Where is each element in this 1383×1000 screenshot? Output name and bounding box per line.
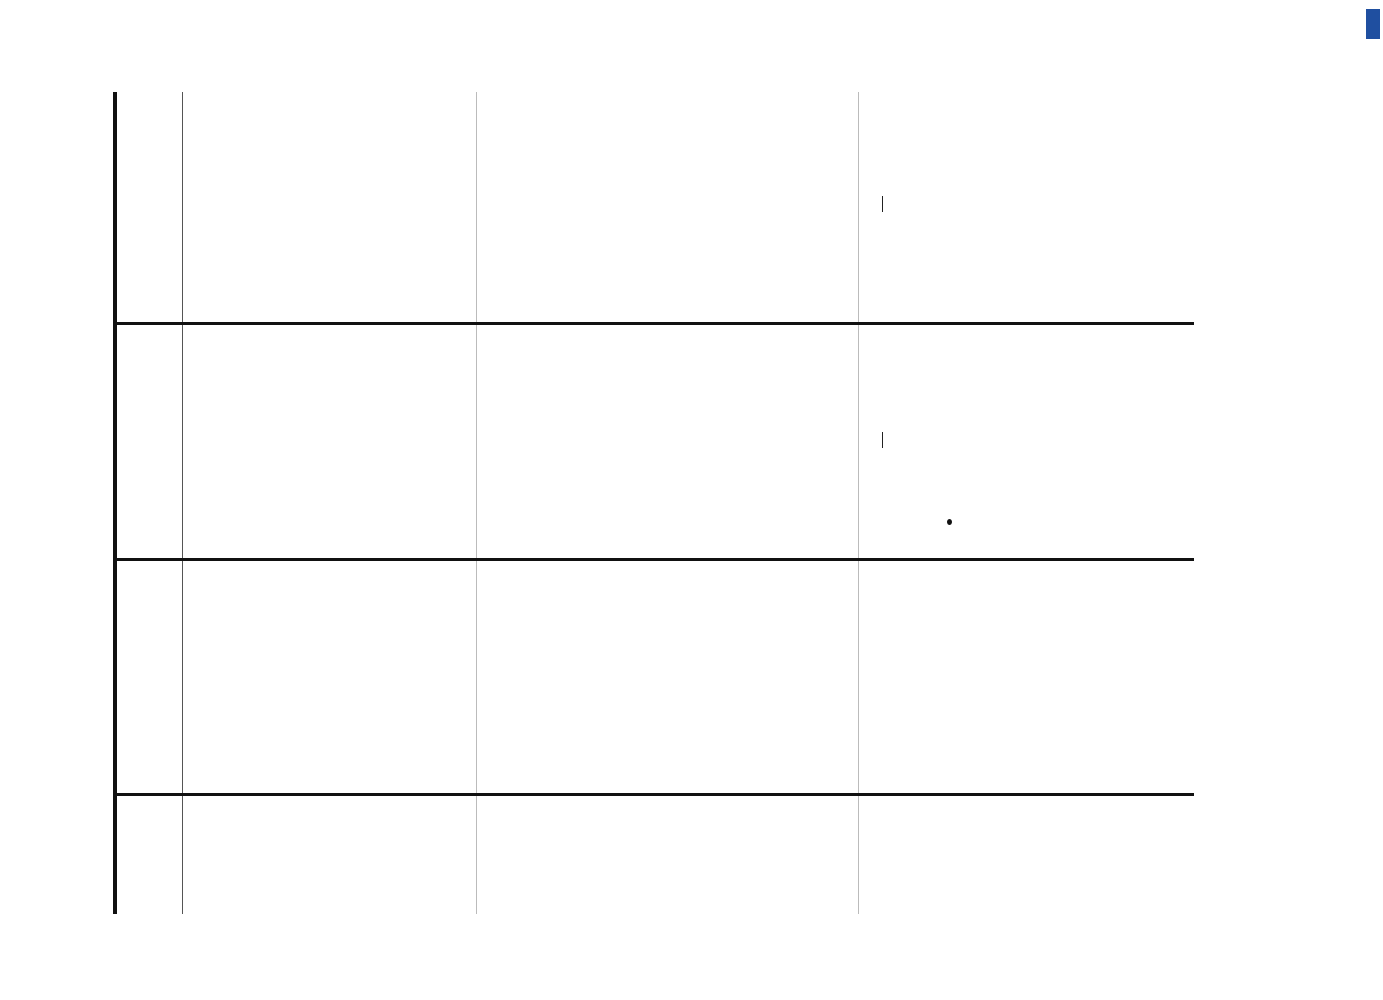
row-label-e xyxy=(870,800,935,912)
cell-c-schaumburg xyxy=(204,328,244,553)
column-separator-reuss-labels xyxy=(117,793,1194,796)
cell-d-schaumburg xyxy=(490,328,530,553)
cell-e-reuss xyxy=(874,564,924,789)
cell-e-lippe-dash xyxy=(882,196,883,212)
row-label-c xyxy=(205,800,270,912)
row-separator-cd xyxy=(476,92,477,914)
row-separator-de xyxy=(858,92,859,914)
cell-c-lippe xyxy=(204,93,234,318)
dfg-logo xyxy=(1366,9,1380,39)
row-label-d xyxy=(490,800,595,912)
cell-c-reuss xyxy=(204,564,272,789)
ink-speck xyxy=(947,519,952,525)
header-separator xyxy=(182,92,183,914)
table-left-rule xyxy=(113,92,117,914)
cell-d-lippe xyxy=(490,93,610,318)
cell-e-schaumburg-dash xyxy=(882,432,883,448)
column-separator-schaumburg-reuss xyxy=(117,558,1194,561)
cell-d-reuss xyxy=(490,564,570,789)
column-separator-lippe-schaumburg xyxy=(117,322,1194,325)
